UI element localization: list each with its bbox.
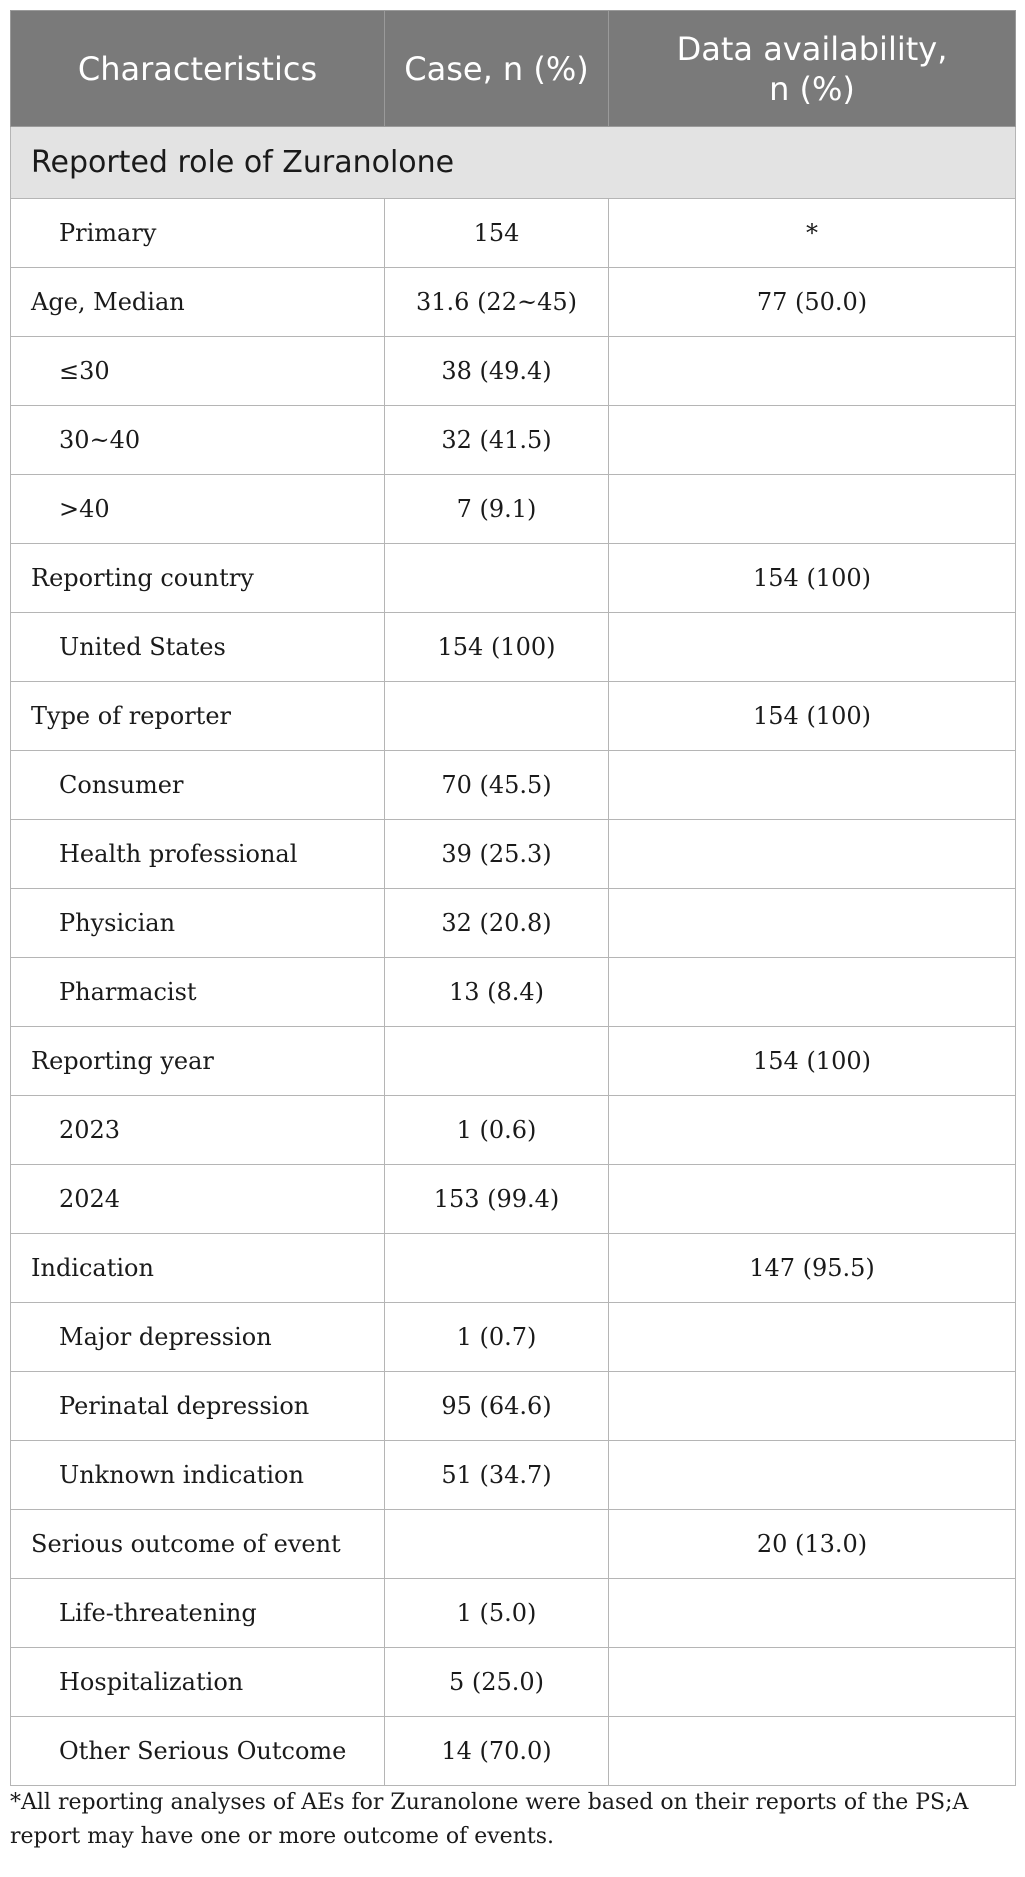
- row-availability-value: [609, 1579, 1016, 1648]
- row-label: Health professional: [11, 820, 385, 889]
- table-row: [11, 1096, 1016, 1165]
- table-row: [11, 1648, 1016, 1717]
- row-label: 2024: [11, 1165, 385, 1234]
- row-availability-value: [609, 613, 1016, 682]
- row-availability-value: [609, 406, 1016, 475]
- row-label: 30~40: [11, 406, 385, 475]
- table-row: [11, 199, 1016, 268]
- row-case-value: 154 (100): [385, 613, 609, 682]
- row-label: Other Serious Outcome: [11, 1717, 385, 1786]
- row-label: Primary: [11, 199, 385, 268]
- row-label: >40: [11, 475, 385, 544]
- row-availability-value: [609, 1303, 1016, 1372]
- row-availability-value: [609, 1372, 1016, 1441]
- table-header-row: [11, 11, 1016, 127]
- row-label: Perinatal depression: [11, 1372, 385, 1441]
- row-case-value: 7 (9.1): [385, 475, 609, 544]
- row-availability-value: 20 (13.0): [609, 1510, 1016, 1579]
- row-label: Pharmacist: [11, 958, 385, 1027]
- row-case-value: 32 (20.8): [385, 889, 609, 958]
- row-label: Life-threatening: [11, 1579, 385, 1648]
- row-label: Age, Median: [11, 268, 385, 337]
- row-availability-value: [609, 751, 1016, 820]
- row-availability-value: [609, 337, 1016, 406]
- row-label: Hospitalization: [11, 1648, 385, 1717]
- table-row: [11, 406, 1016, 475]
- row-label: Major depression: [11, 1303, 385, 1372]
- row-case-value: 13 (8.4): [385, 958, 609, 1027]
- row-case-value: 38 (49.4): [385, 337, 609, 406]
- row-availability-value: [609, 820, 1016, 889]
- row-label: Indication: [11, 1234, 385, 1303]
- table-row: [11, 682, 1016, 751]
- row-case-value: [385, 1234, 609, 1303]
- row-case-value: 1 (0.6): [385, 1096, 609, 1165]
- table-row: [11, 1717, 1016, 1786]
- row-case-value: 14 (70.0): [385, 1717, 609, 1786]
- row-label: Consumer: [11, 751, 385, 820]
- table-row: [11, 1372, 1016, 1441]
- table-row: [11, 613, 1016, 682]
- row-case-value: 154: [385, 199, 609, 268]
- row-case-value: 5 (25.0): [385, 1648, 609, 1717]
- row-availability-value: *: [609, 199, 1016, 268]
- section-row: [11, 127, 1016, 199]
- table-row: [11, 544, 1016, 613]
- table-row: [11, 475, 1016, 544]
- header-data-availability: [609, 11, 1016, 127]
- row-availability-value: [609, 1096, 1016, 1165]
- row-case-value: [385, 682, 609, 751]
- row-case-value: 51 (34.7): [385, 1441, 609, 1510]
- row-availability-value: [609, 475, 1016, 544]
- header-data-availability-text: Data availability, n (%): [676, 29, 948, 108]
- row-availability-value: 147 (95.5): [609, 1234, 1016, 1303]
- table-row: [11, 1303, 1016, 1372]
- row-case-value: [385, 1510, 609, 1579]
- header-characteristics: Characteristics: [11, 11, 385, 127]
- row-availability-value: [609, 958, 1016, 1027]
- table-row: [11, 1165, 1016, 1234]
- table-row: [11, 268, 1016, 337]
- row-label: Physician: [11, 889, 385, 958]
- row-label: Unknown indication: [11, 1441, 385, 1510]
- table-row: [11, 958, 1016, 1027]
- table-row: [11, 1441, 1016, 1510]
- row-availability-value: 154 (100): [609, 1027, 1016, 1096]
- row-case-value: 39 (25.3): [385, 820, 609, 889]
- row-label: Reporting year: [11, 1027, 385, 1096]
- header-case: Case, n (%): [385, 11, 609, 127]
- table-row: [11, 337, 1016, 406]
- row-label: Serious outcome of event: [11, 1510, 385, 1579]
- row-label: Type of reporter: [11, 682, 385, 751]
- row-case-value: 70 (45.5): [385, 751, 609, 820]
- table-row: [11, 1027, 1016, 1096]
- table-row: [11, 820, 1016, 889]
- row-availability-value: [609, 1648, 1016, 1717]
- row-case-value: 31.6 (22~45): [385, 268, 609, 337]
- characteristics-table: [10, 10, 1016, 1786]
- table-row: [11, 1510, 1016, 1579]
- section-title: Reported role of Zuranolone: [11, 127, 1016, 199]
- row-case-value: 1 (0.7): [385, 1303, 609, 1372]
- row-case-value: 95 (64.6): [385, 1372, 609, 1441]
- row-label: United States: [11, 613, 385, 682]
- row-label: ≤30: [11, 337, 385, 406]
- row-case-value: 32 (41.5): [385, 406, 609, 475]
- footnote: *All reporting analyses of AEs for Zuranolone were based on their reports of the PS;A report may have one or more outcome of events.: [10, 1790, 969, 1849]
- row-label: Reporting country: [11, 544, 385, 613]
- row-availability-value: 154 (100): [609, 682, 1016, 751]
- row-case-value: [385, 1027, 609, 1096]
- table-row: [11, 889, 1016, 958]
- row-case-value: [385, 544, 609, 613]
- row-case-value: 153 (99.4): [385, 1165, 609, 1234]
- row-availability-value: [609, 1441, 1016, 1510]
- table-row: [11, 1579, 1016, 1648]
- row-case-value: 1 (5.0): [385, 1579, 609, 1648]
- row-availability-value: [609, 1717, 1016, 1786]
- row-availability-value: 77 (50.0): [609, 268, 1016, 337]
- row-availability-value: [609, 889, 1016, 958]
- table-row: [11, 1234, 1016, 1303]
- row-label: 2023: [11, 1096, 385, 1165]
- table-row: [11, 751, 1016, 820]
- row-availability-value: 154 (100): [609, 544, 1016, 613]
- row-availability-value: [609, 1165, 1016, 1234]
